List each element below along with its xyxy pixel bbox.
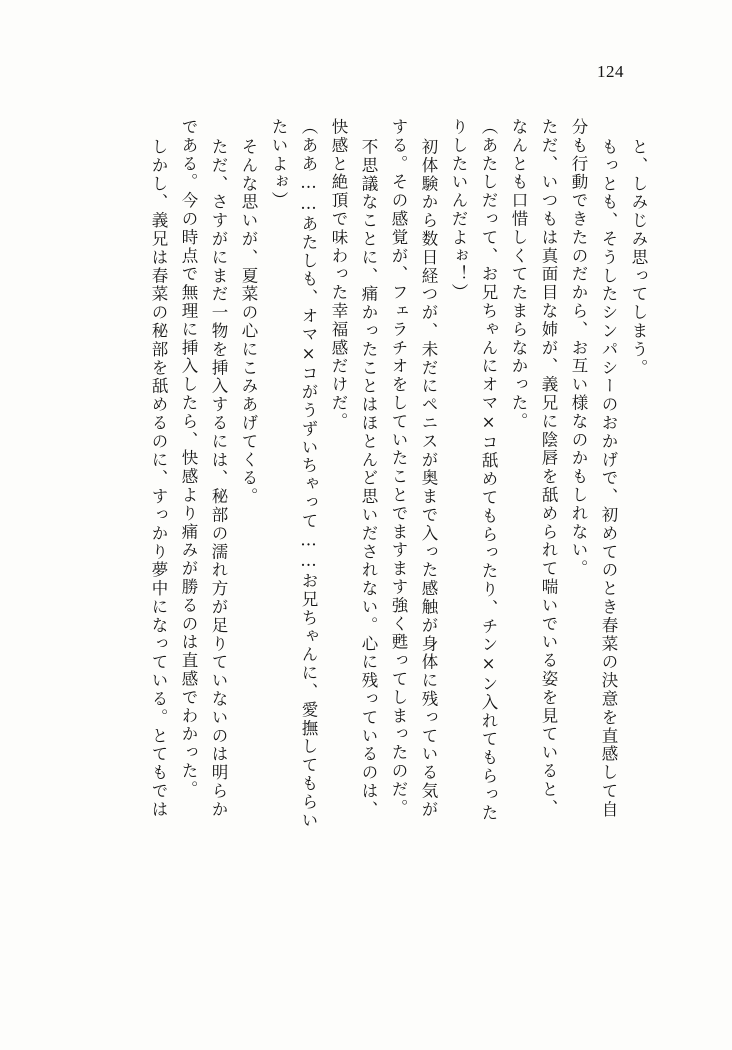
text-column: たいよぉ）	[269, 118, 288, 210]
text-column: ただ、いつもは真面目な姉が、義兄に陰唇を舐められて喘いでいる姿を見ていると、	[539, 118, 558, 818]
text-column: である。今の時点で無理に挿入したら、快感より痛みが勝るのは直感でわかった。	[179, 118, 198, 799]
text-column: もっとも、そうしたシンパシーのおかげで、初めてのとき春菜の決意を直感して自	[599, 138, 618, 819]
text-column: （あたしだって、お兄ちゃんにオマ×コ舐めてもらったり、チン×ン入れてもらった	[479, 118, 498, 823]
text-column: 快感と絶頂で味わった幸福感だけだ。	[329, 118, 348, 431]
text-column: 不思議なことに、痛かったことはほとんど思いだされない。心に残っているのは、	[359, 138, 378, 819]
text-column: する。その感覚が、フェラチオをしていたことでますます強く甦ってしまったのだ。	[389, 118, 408, 818]
text-column: 初体験から数日経つが、未だにペニスが奥まで入った感触が身体に残っている気が	[419, 138, 438, 819]
text-column: そんな思いが、夏菜の心にこみあげてくる。	[239, 138, 258, 506]
text-column: と、しみじみ思ってしまう。	[629, 138, 648, 378]
text-column: 分も行動できたのだから、お互い様なのかもしれない。	[569, 118, 588, 578]
vertical-text-body	[86, 118, 646, 958]
text-column: （ああ……あたしも、オマ×コがうずいちゃって……お兄ちゃんに、愛撫してもらい	[299, 118, 318, 830]
text-column: しかし、義兄は春菜の秘部を舐めるのに、すっかり夢中になっている。とてもでは	[149, 138, 168, 819]
text-column: ただ、さすがにまだ一物を挿入するには、秘部の濡れ方が足りていないのは明らか	[209, 138, 228, 819]
page-number: 124	[597, 62, 624, 81]
text-column: りしたいんだよぉ！）	[449, 118, 468, 302]
text-column: なんとも口惜しくてたまらなかった。	[509, 118, 528, 431]
